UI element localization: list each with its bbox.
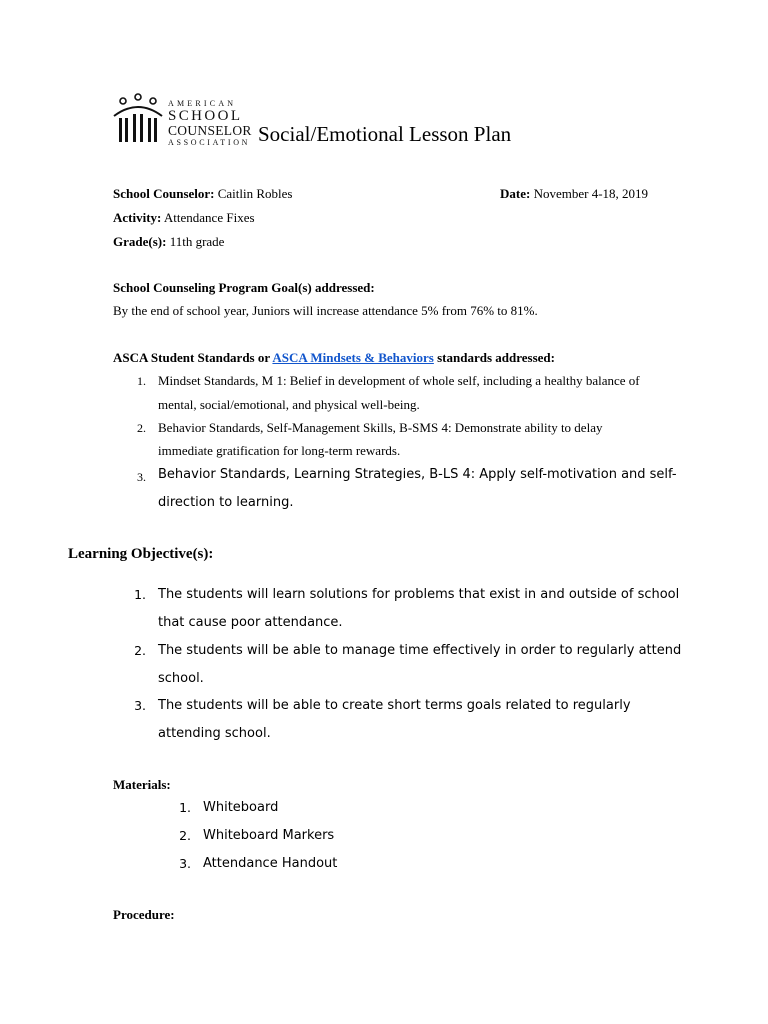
objective-item-line: The students will learn solutions for problems that exist in and outside of school: [158, 587, 680, 602]
grade-label: Grade(s):: [113, 234, 167, 249]
objective-item-line: school.: [158, 671, 204, 686]
objective-item-line: attending school.: [158, 726, 271, 741]
asca-mindsets-behaviors-link[interactable]: ASCA Mindsets & Behaviors: [272, 350, 434, 365]
objective-item-line: The students will be able to create short terms goals related to regularly: [158, 698, 631, 713]
grade-field: [113, 234, 224, 250]
standard-item-line: immediate gratification for long-term rewards.: [158, 443, 401, 458]
standards-heading-suffix: standards addressed:: [433, 350, 555, 365]
material-number: 2.: [179, 828, 191, 843]
objective-number: 3.: [134, 698, 146, 713]
asca-logo-wordmark: AMERICAN SCHOOL COUNSELOR ASSOCIATION: [168, 99, 252, 147]
grade-value: 11th grade: [166, 234, 225, 249]
standard-item-line: direction to learning.: [158, 495, 294, 510]
asca-logo-icon: [114, 94, 162, 142]
activity-value: Attendance Fixes: [161, 210, 255, 225]
date-label: Date:: [500, 186, 531, 201]
school-counselor-label: School Counselor:: [113, 186, 215, 201]
standards-heading-prefix: ASCA Student Standards or: [113, 350, 273, 365]
date-field: [500, 186, 648, 202]
material-number: 1.: [179, 800, 191, 815]
date-value: November 4-18, 2019: [530, 186, 649, 201]
standard-item-line: Behavior Standards, Self-Management Skills, B-SMS 4: Demonstrate ability to delay: [158, 420, 603, 435]
standard-number: 1.: [137, 374, 146, 388]
activity-field: [113, 210, 255, 226]
standards-heading: [113, 350, 555, 366]
objective-number: 1.: [134, 587, 146, 602]
materials-heading: Materials:: [113, 777, 171, 792]
material-item: Whiteboard Markers: [203, 828, 335, 843]
procedure-heading: Procedure:: [113, 907, 175, 922]
standard-number: 2.: [137, 421, 146, 435]
page-title: Social/Emotional Lesson Plan: [258, 122, 512, 146]
school-counselor-field: [113, 186, 292, 202]
standard-item-line: mental, social/emotional, and physical well-being.: [158, 397, 420, 412]
school-counselor-value: Caitlin Robles: [214, 186, 293, 201]
program-goal-text: By the end of school year, Juniors will increase attendance 5% from 76% to 81%.: [113, 303, 538, 318]
material-number: 3.: [179, 856, 191, 871]
standard-item-line: Behavior Standards, Learning Strategies, B-LS 4: Apply self-motivation and self-: [158, 467, 677, 482]
learning-objectives-heading: Learning Objective(s):: [68, 546, 214, 562]
material-item: Attendance Handout: [203, 856, 338, 871]
standard-number: 3.: [137, 470, 146, 484]
objective-item-line: that cause poor attendance.: [158, 615, 343, 630]
program-goal-heading: School Counseling Program Goal(s) addressed:: [113, 280, 375, 295]
activity-label: Activity:: [113, 210, 162, 225]
objective-item-line: The students will be able to manage time effectively in order to regularly attend: [158, 643, 682, 658]
objective-number: 2.: [134, 643, 146, 658]
material-item: Whiteboard: [203, 800, 279, 815]
standard-item-line: Mindset Standards, M 1: Belief in development of whole self, including a healthy balance of: [158, 373, 640, 388]
